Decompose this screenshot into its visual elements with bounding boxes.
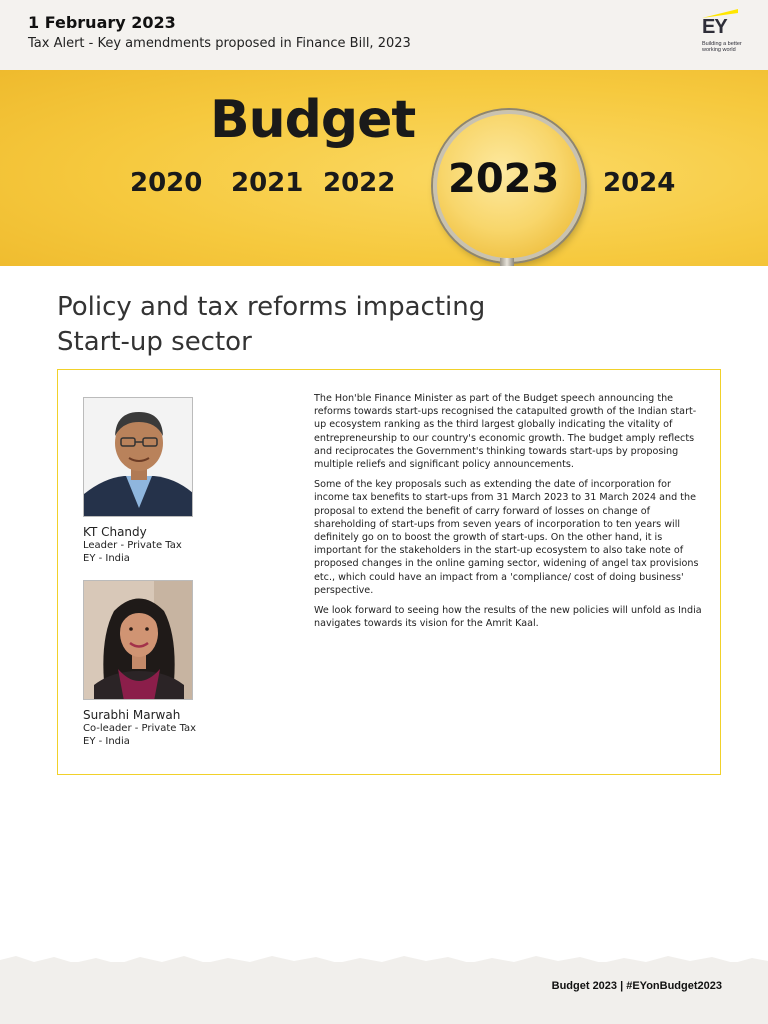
section-heading-line1: Policy and tax reforms impacting bbox=[57, 292, 486, 322]
portrait-photo bbox=[83, 580, 193, 700]
person-org: EY - India bbox=[83, 553, 130, 564]
section-heading-line2: Start-up sector bbox=[57, 327, 252, 357]
torn-paper-edge-top bbox=[0, 56, 768, 80]
portrait-man-icon bbox=[84, 398, 193, 517]
document-subtitle: Tax Alert - Key amendments proposed in Finance Bill, 2023 bbox=[28, 36, 411, 51]
year-2024: 2024 bbox=[603, 168, 676, 198]
person-role: Leader - Private Tax bbox=[83, 540, 182, 551]
person-card-kt-chandy bbox=[83, 397, 283, 565]
portrait-woman-icon bbox=[84, 581, 193, 700]
person-role: Co-leader - Private Tax bbox=[83, 723, 197, 734]
budget-banner bbox=[0, 62, 768, 266]
article-body bbox=[314, 392, 706, 637]
torn-paper-edge-bottom bbox=[0, 946, 768, 976]
body-paragraph: The Hon'ble Finance Minister as part of the Budget speech announcing the reforms towards start-ups recognised the catapulted growth of the Indian start-up ecosystem ranking as the third largest globally indicating the vitality of entrepreneurship to our country's economic growth. The budget amply reflects and reciprocates the Government's thinking towards start-ups by proposing multiple reliefs and significant policy announcements. bbox=[314, 393, 697, 471]
person-name: KT Chandy bbox=[83, 525, 147, 539]
body-paragraph: Some of the key proposals such as extending the date of incorporation for income tax benefits to start-ups from 31 March 2023 to 31 March 2024 and the proposal to extend the benefit of carry forward of losses on change of shareholding of start-ups from seven years of incorporation to ten years will definitely go on to boost the growth of start-ups. On the other hand, it is important for the stakeholders in the start-up ecosystem to also take note of proposed changes in the online gaming sector, widening of angel tax provisions etc., which could have an impact from a 'compliance/ cost of doing business' perspective. bbox=[314, 479, 699, 596]
magnifier-handle bbox=[500, 258, 514, 266]
year-2021: 2021 bbox=[231, 168, 304, 198]
year-2023-highlighted: 2023 bbox=[448, 156, 560, 202]
person-name: Surabhi Marwah bbox=[83, 708, 181, 722]
portrait-photo bbox=[83, 397, 193, 517]
footer-hashtag: Budget 2023 | #EYonBudget2023 bbox=[551, 980, 722, 992]
content-card bbox=[57, 369, 721, 775]
person-card-surabhi-marwah bbox=[83, 580, 283, 748]
person-org: EY - India bbox=[83, 736, 130, 747]
document-date: 1 February 2023 bbox=[28, 13, 176, 32]
section-heading bbox=[57, 290, 577, 360]
logo-tagline: Building a better working world bbox=[702, 41, 742, 53]
year-2020: 2020 bbox=[130, 168, 203, 198]
year-2022: 2022 bbox=[323, 168, 396, 198]
logo-wordmark: EY bbox=[702, 16, 727, 38]
ey-logo bbox=[698, 6, 754, 56]
banner-title: Budget bbox=[210, 90, 416, 150]
body-paragraph: We look forward to seeing how the results of the new policies will unfold as India navigates towards its vision for the Amrit Kaal. bbox=[314, 605, 702, 630]
